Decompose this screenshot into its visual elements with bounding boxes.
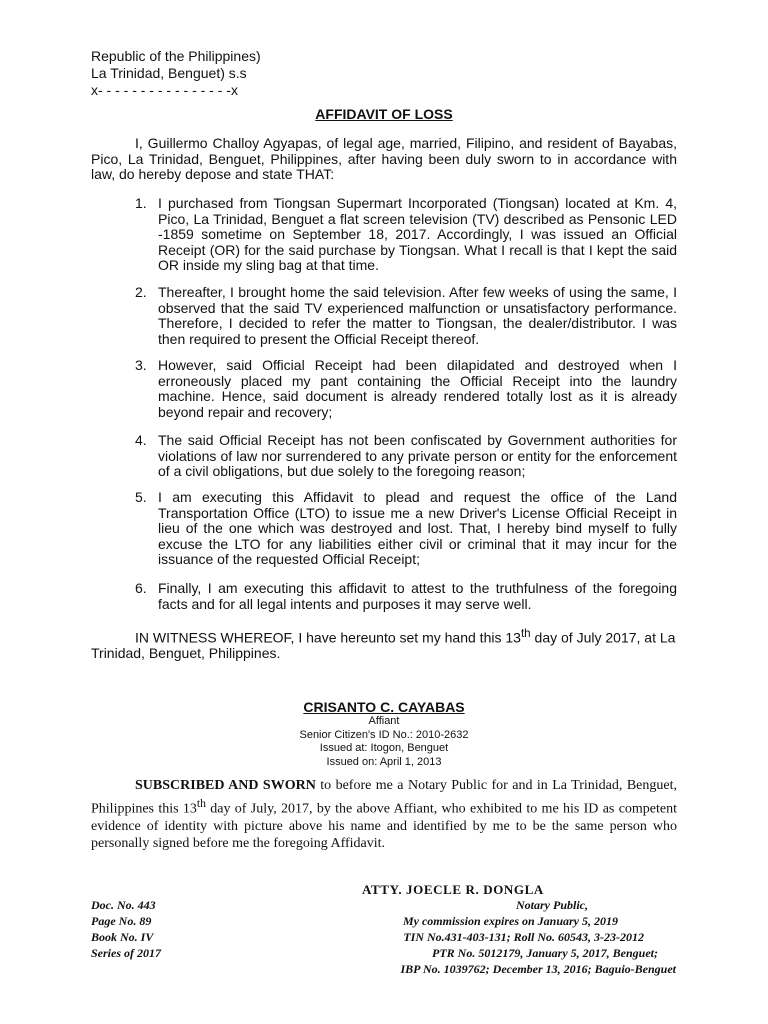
- intro-paragraph: I, Guillermo Challoy Agyapas, of legal age, married, Filipino, and resident of Bayabas, Pico, La Trinidad, Benguet, Philippines, after having been duly sworn to in accordance with law, do hereby depose and state THAT:: [91, 135, 677, 182]
- book-number: Book No. IV: [91, 930, 154, 944]
- jurat-lead: SUBSCRIBED AND SWORN: [135, 778, 316, 793]
- series-year: Series of 2017: [91, 946, 161, 960]
- jurat-ordinal-suffix: th: [196, 796, 206, 810]
- venue-header: [91, 48, 261, 99]
- notarial-register-entry: [91, 897, 161, 961]
- item-number: 1.: [135, 195, 147, 211]
- witness-text-start: IN WITNESS WHEREOF, I have hereunto set my hand this 13: [135, 629, 521, 646]
- item-number: 2.: [135, 284, 147, 300]
- numbered-item-3: [135, 358, 677, 420]
- item-text: However, said Official Receipt had been dilapidated and destroyed when I erroneously placed my pant containing the Official Receipt into the laundry machine. Hence, said document is already rendered totally lost as it is already beyond repair and recovery;: [158, 357, 677, 420]
- numbered-item-4: [135, 433, 677, 480]
- affiant-name: CRISANTO C. CAYABAS: [303, 699, 465, 715]
- witness-ordinal-suffix: th: [520, 627, 531, 640]
- notary-name: ATTY. JOECLE R. DONGLA: [362, 882, 544, 897]
- item-number: 6.: [135, 580, 147, 596]
- notary-tin-roll: TIN No.431-403-131; Roll No. 60543, 3-23-2012: [403, 930, 644, 944]
- jurat-text-start: to before me a Notary Public for and in La Trinidad, Benguet, Philippines this 13: [91, 778, 677, 817]
- affiant-id-issued-on: Issued on: April 1, 2013: [326, 755, 442, 768]
- notary-ptr: PTR No. 5012179, January 5, 2017, Benguet;: [431, 946, 658, 960]
- affiant-id: Senior Citizen's ID No.: 2010-2632: [299, 728, 469, 741]
- witness-text-end: day of July 2017, at La Trinidad, Benguet, Philippines.: [91, 629, 676, 662]
- witness-paragraph: [91, 626, 677, 662]
- affiant-id-issued-at: Issued at: Itogon, Benguet: [319, 742, 449, 754]
- document-title: AFFIDAVIT OF LOSS: [315, 106, 453, 122]
- numbered-item-1: [135, 196, 677, 274]
- page-number: Page No. 89: [91, 914, 152, 928]
- numbered-item-5: [135, 490, 677, 568]
- item-text: I am executing this Affidavit to plead and request the office of the Land Transportation Office (LTO) to issue me a new Driver's License Official Receipt in lieu of the one which was destroyed and lost. That, I hereby bind myself to fully excuse the LTO for any liabilities either civil or criminal that it may incur for the issuance of the requested Official Receipt;: [158, 489, 677, 567]
- item-text: Finally, I am executing this affidavit to attest to the truthfulness of the foregoing facts and for all legal intents and purposes it may serve well.: [158, 580, 677, 612]
- item-text: I purchased from Tiongsan Supermart Incorporated (Tiongsan) located at Km. 4, Pico, La Trinidad, Benguet a flat screen television (TV) described as Pensonic LED -1859 sometime on September 18, 2017. Accordingly, I was issued an Official Receipt (OR) for the said purchase by Tiongsan. What I recall is that I kept the said OR inside my sling bag at that time.: [158, 195, 677, 273]
- jurat-text-end: day of July, 2017, by the above Affiant, who exhibited to me his ID as competent evidence of identity with picture above his name and identified by me to be the same person who personally signed before me the foregoing Affidavit.: [91, 801, 678, 852]
- affiant-signature-block: [0, 699, 768, 769]
- venue-line-2: La Trinidad, Benguet) s.s: [91, 65, 247, 81]
- item-number: 5.: [135, 489, 147, 505]
- numbered-item-2: [135, 285, 677, 347]
- venue-line-1: Republic of the Philippines): [91, 48, 261, 64]
- notary-ibp: IBP No. 1039762; December 13, 2016; Baguio-Benguet: [400, 962, 676, 976]
- item-text: The said Official Receipt has not been confiscated by Government authorities for violations of law nor surrendered to any private person or entity for the enforcement of a civil obligations, but due solely to the foregoing reason;: [158, 432, 677, 479]
- notary-commission: My commission expires on January 5, 2019: [402, 914, 618, 928]
- item-number: 3.: [135, 357, 147, 373]
- item-text: Thereafter, I brought home the said television. After few weeks of using the same, I observed that the said TV experienced malfunction or unsatisfactory performance. Therefore, I decided to refer the matter to Tiongsan, the dealer/distributor. I was then required to present the Official Receipt thereof.: [158, 284, 677, 347]
- doc-number: Doc. No. 443: [91, 898, 156, 912]
- jurat-paragraph: [91, 777, 677, 853]
- numbered-item-6: [135, 581, 677, 612]
- notary-title: Notary Public,: [516, 898, 588, 912]
- affiant-role: Affiant: [368, 715, 400, 727]
- item-number: 4.: [135, 432, 147, 448]
- venue-separator: x- - - - - - - - - - - - - - - -x: [91, 82, 238, 98]
- notary-details: [300, 897, 676, 977]
